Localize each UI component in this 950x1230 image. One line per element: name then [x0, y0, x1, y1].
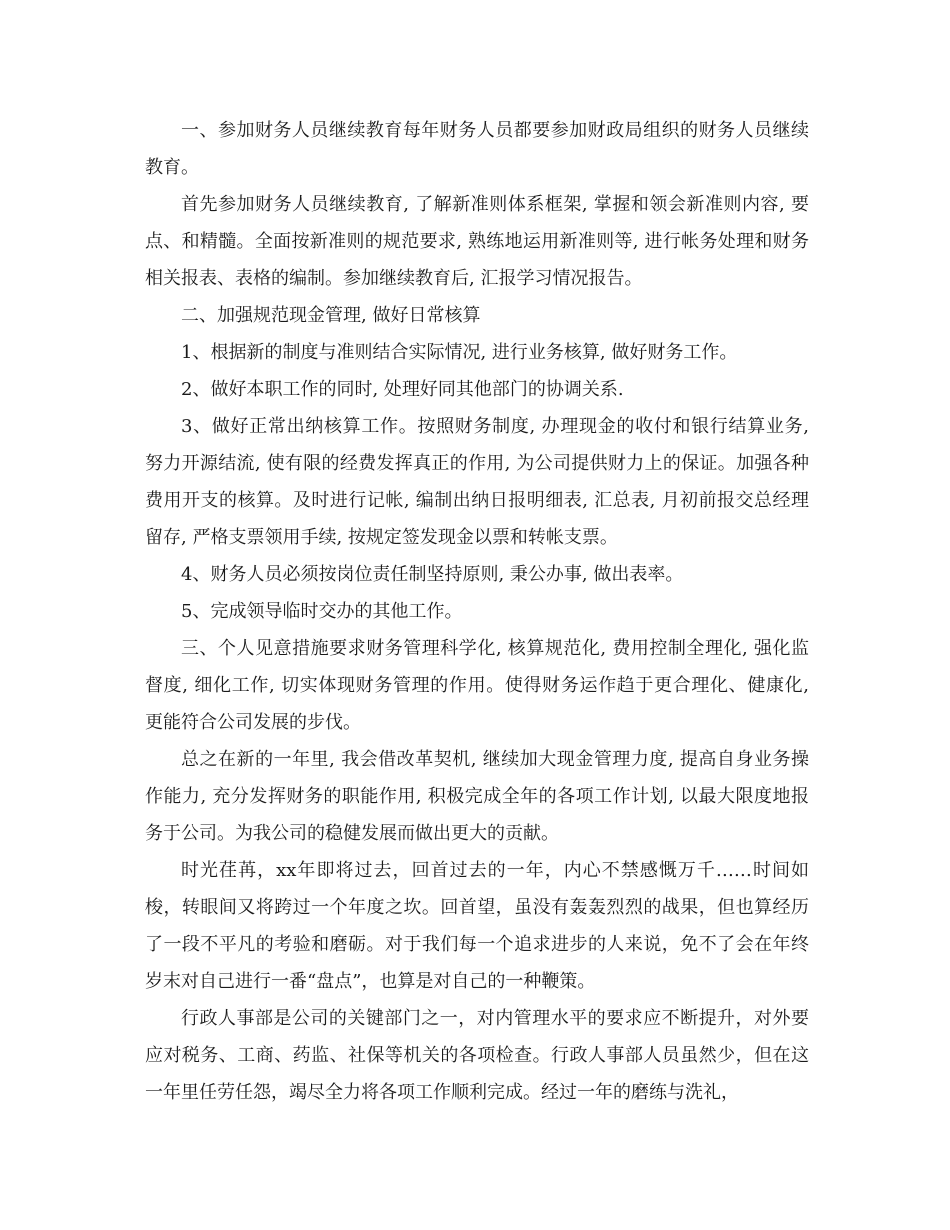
list-item-2: 2、做好本职工作的同时, 处理好同其他部门的协调关系.: [181, 379, 624, 400]
list-item-5: 5、完成领导临时交办的其他工作。: [181, 601, 463, 622]
paragraph-year-review: 时光荏苒，xx年即将过去，回首过去的一年，内心不禁感慨万千……时间如梭，转眼间又将跨过一个年度之坎。回首望，虽没有轰轰烈烈的战果，但也算经历了一段不平凡的考验和磨砺。对于我们每一个追求进步的人来说，免不了会在年终岁末对自己进行一番“盘点”，也算是对自己的一种鞭策。: [145, 860, 809, 992]
list-item-4: 4、财务人员必须按岗位责任制坚持原则, 秉公办事, 做出表率。: [181, 564, 684, 585]
document-body: [145, 112, 809, 1111]
paragraph-conclusion: 总之在新的一年里, 我会借改革契机, 继续加大现金管理力度, 提高自身业务操作能力, 充分发挥财务的职能作用, 积极完成全年的各项工作计划, 以最大限度地报务于公司。为我公司的稳健发展而做出更大的贡献。: [145, 749, 809, 844]
paragraph-personal-measures: 三、个人见意措施要求财务管理科学化, 核算规范化, 费用控制全理化, 强化监督度, 细化工作, 切实体现财务管理的作用。使得财务运作趋于更合理化、健康化, 更能符合公司发展的步伐。: [145, 638, 809, 733]
list-item-3: 3、做好正常出纳核算工作。按照财务制度, 办理现金的收付和银行结算业务, 努力开源结流, 使有限的经费发挥真正的作用, 为公司提供财力上的保证。加强各种费用开支的核算。及时进行记帐, 编制出纳日报明细表, 汇总表, 月初前报交总经理留存, 严格支票领用手续, 按规定签发现金以票和转帐支票。: [145, 416, 809, 548]
paragraph-hr-department: 行政人事部是公司的关键部门之一，对内管理水平的要求应不断提升，对外要应对税务、工商、药监、社保等机关的各项检查。行政人事部人员虽然少，但在这一年里任劳任怨，竭尽全力将各项工作顺利完成。经过一年的磨练与洗礼，: [145, 1008, 809, 1103]
paragraph-continuing-education: 一、参加财务人员继续教育每年财务人员都要参加财政局组织的财务人员继续教育。: [145, 120, 809, 178]
list-item-1: 1、根据新的制度与准则结合实际情况, 进行业务核算, 做好财务工作。: [181, 342, 738, 363]
paragraph-new-standards: 首先参加财务人员继续教育, 了解新准则体系框架, 掌握和领会新准则内容, 要点、和精髓。全面按新准则的规范要求, 熟练地运用新准则等, 进行帐务处理和财务相关报表、表格的编制。参加继续教育后, 汇报学习情况报告。: [145, 194, 809, 289]
heading-cash-management: 二、加强规范现金管理, 做好日常核算: [181, 305, 481, 326]
